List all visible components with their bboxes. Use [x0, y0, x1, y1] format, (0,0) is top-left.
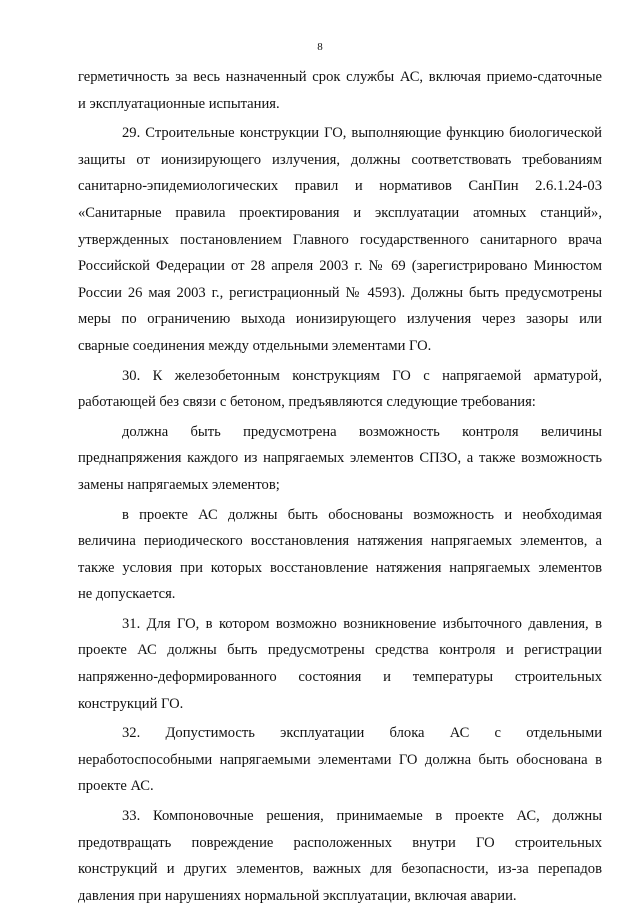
text-line: Российской Федерации от 28 апреля 2003 г. № 69 (зарегистрировано Минюстом: [78, 258, 602, 275]
text-line: преднапряжения каждого из напрягаемых элементов СПЗО, а также возможность: [78, 450, 602, 467]
text-line: проекте АС должны быть предусмотрены средства контроля и регистрации: [78, 642, 602, 659]
text-line: замены напрягаемых элементов;: [78, 476, 280, 493]
paragraph-30-item-b: [78, 502, 602, 608]
text-line: предотвращать повреждение расположенных внутри ГО строительных: [78, 834, 602, 851]
text-line: герметичность за весь назначенный срок службы АС, включая приемо-сдаточные: [78, 69, 602, 85]
text-line: неработоспособными напрягаемыми элементами ГО должна быть обоснована в: [78, 751, 602, 768]
text-line: 30. К железобетонным конструкциям ГО с напрягаемой арматурой,: [122, 367, 602, 384]
text-line: не допускается.: [78, 586, 176, 603]
text-line: величина периодического восстановления натяжения напрягаемых элементов, а: [78, 533, 602, 550]
text-line: 31. Для ГО, в котором возможно возникновение избыточного давления, в: [122, 615, 602, 632]
text-line: работающей без связи с бетоном, предъявляются следующие требования:: [78, 394, 536, 411]
text-line: напряженно-деформированного состояния и температуры строительных: [78, 669, 602, 686]
text-line: защиты от ионизирующего излучения, должны соответствовать требованиям: [78, 151, 602, 168]
text-line: «Санитарные правила проектирования и эксплуатации атомных станций»,: [78, 204, 602, 221]
paragraph-33: [78, 803, 602, 909]
text-line: конструкций и других элементов, важных для безопасности, из-за перепадов: [78, 861, 602, 878]
paragraph-31: [78, 611, 602, 717]
text-line: меры по ограничению выхода ионизирующего излучения через зазоры или: [78, 311, 602, 328]
text-line: сварные соединения между отдельными элементами ГО.: [78, 337, 432, 354]
paragraph-30-item-a: [78, 419, 602, 499]
text-line: в проекте АС должны быть обоснованы возможность и необходимая: [122, 506, 602, 523]
text-line: 33. Компоновочные решения, принимаемые в проекте АС, должны: [122, 808, 602, 825]
paragraph-29: [78, 120, 602, 359]
paragraph-continued: [78, 64, 602, 117]
text-line: проекте АС.: [78, 778, 154, 795]
paragraph-32: [78, 720, 602, 800]
text-line: санитарно-эпидемиологических правил и нормативов СанПин 2.6.1.24-03: [78, 178, 602, 195]
text-line: конструкций ГО.: [78, 695, 184, 712]
text-line: 32. Допустимость эксплуатации блока АС с отдельными: [122, 725, 602, 742]
text-line: должна быть предусмотрена возможность контроля величины: [122, 423, 602, 440]
text-line: 29. Строительные конструкции ГО, выполняющие функцию биологической: [122, 125, 602, 142]
text-line: утвержденных постановлением Главного государственного санитарного врача: [78, 231, 602, 248]
text-line: и эксплуатационные испытания.: [78, 95, 280, 112]
text-line: давления при нарушениях нормальной эксплуатации, включая аварии.: [78, 887, 517, 904]
page-number: 8: [317, 41, 323, 53]
paragraph-30: [78, 363, 602, 416]
text-line: России 26 мая 2003 г., регистрационный № 4593). Должны быть предусмотрены: [78, 284, 602, 301]
text-line: также условия при которых восстановление натяжения напрягаемых элементов: [78, 559, 602, 576]
document-body: [78, 64, 602, 909]
